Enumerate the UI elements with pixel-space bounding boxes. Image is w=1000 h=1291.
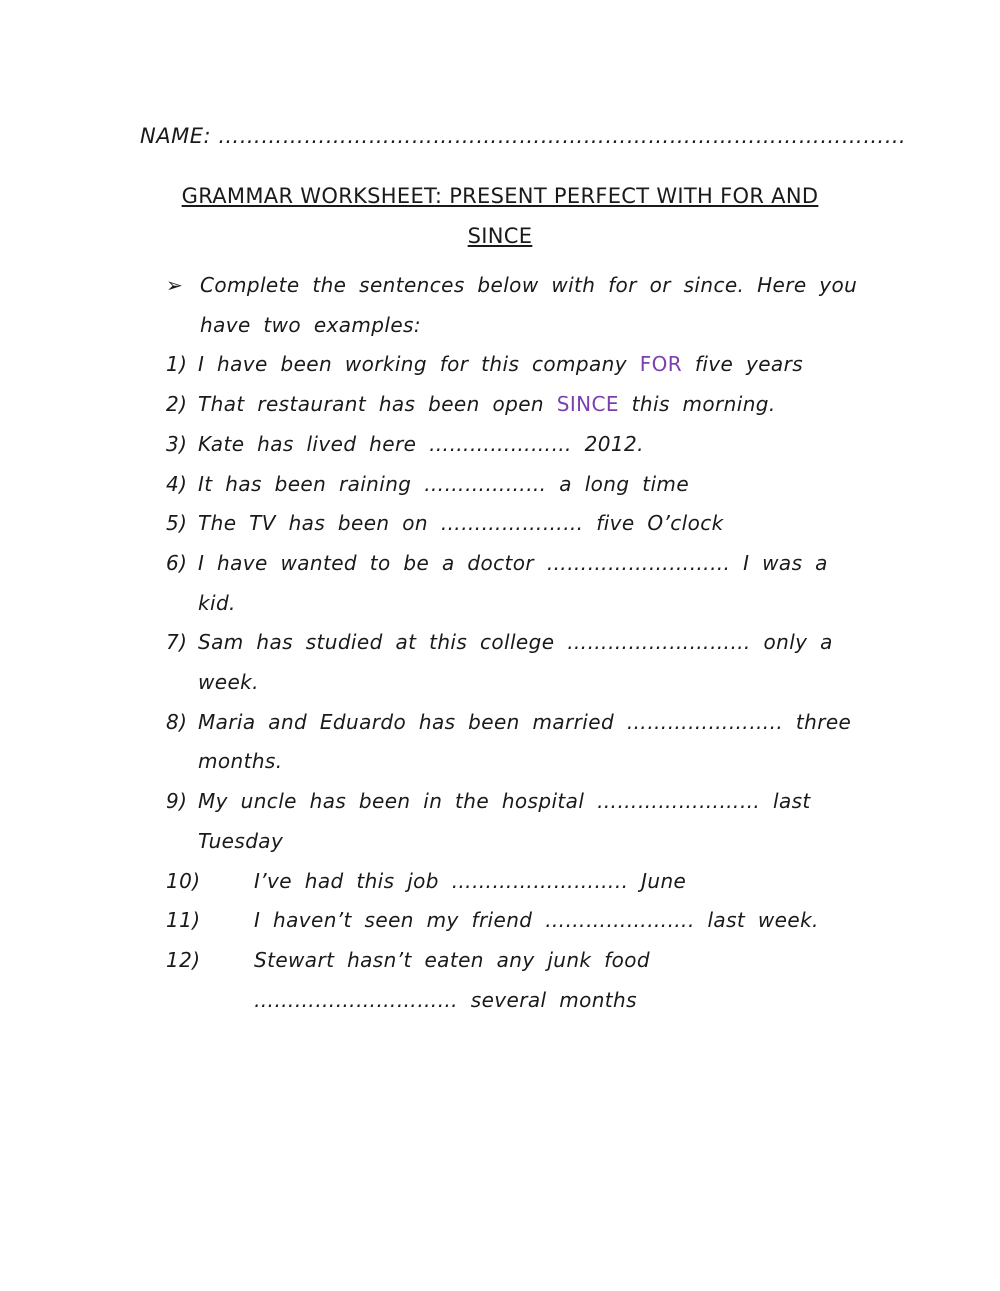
exercise-sentence: Stewart hasn’t eaten any junk food ………………………… several months — [254, 947, 650, 1012]
exercise-sentence: I haven’t seen my friend …………………. last week. — [254, 908, 819, 933]
title-line-2: SINCE — [467, 224, 533, 248]
exercise-sentence: It has been raining ……………… a long time — [198, 471, 690, 496]
example-1 — [166, 345, 866, 385]
name-blank: …………………………………………………………………………………… — [218, 124, 907, 148]
example-text-after: this morning. — [631, 392, 776, 417]
worksheet-title — [150, 176, 850, 256]
example-sentence — [198, 345, 866, 385]
name-field — [140, 124, 906, 148]
name-label: NAME: — [140, 124, 212, 148]
exercise-sentence: Sam has studied at this college ……………………… only a week. — [198, 630, 833, 695]
example-text-before: That restaurant has been open — [198, 392, 544, 417]
item-number: 5) — [166, 511, 188, 536]
exercise-sentence: I’ve had this job …………………….. June — [254, 868, 687, 893]
exercise-5 — [166, 504, 866, 544]
exercise-sentence: Kate has lived here ………………… 2012. — [198, 431, 644, 456]
item-number: 3) — [166, 431, 188, 456]
example-text-before: I have been working for this company — [198, 352, 627, 377]
example-answer: SINCE — [556, 392, 619, 417]
exercise-sentence: Maria and Eduardo has been married ………………….. three months. — [198, 709, 852, 774]
example-answer: FOR — [639, 352, 683, 377]
item-number: 2) — [166, 392, 188, 417]
exercise-sentence: I have wanted to be a doctor ……………………… I was a kid. — [198, 550, 828, 615]
exercise-sentence: The TV has been on ………………… five O’clock — [198, 511, 724, 536]
exercise-8 — [166, 703, 866, 782]
item-number: 9) — [166, 789, 188, 814]
example-sentence — [198, 385, 866, 425]
instruction — [166, 266, 866, 345]
exercise-4 — [166, 465, 866, 505]
exercise-12 — [166, 941, 866, 1020]
item-number: 7) — [166, 630, 188, 655]
exercise-10 — [166, 862, 866, 902]
item-number: 8) — [166, 709, 188, 734]
exercise-3 — [166, 425, 866, 465]
exercise-sentence: My uncle has been in the hospital …………………… last Tuesday — [198, 789, 811, 853]
worksheet-body — [166, 266, 866, 1020]
exercise-9 — [166, 782, 866, 861]
exercise-11 — [166, 901, 866, 941]
item-number: 4) — [166, 471, 188, 496]
item-number: 6) — [166, 550, 188, 575]
instruction-text: Complete the sentences below with for or since. Here you have two examples: — [200, 273, 858, 337]
arrow-bullet-icon: ➢ — [166, 273, 184, 297]
title-line-1: GRAMMAR WORKSHEET: PRESENT PERFECT WITH FOR AND — [181, 184, 819, 208]
item-number: 12) — [166, 947, 201, 972]
item-number: 11) — [166, 908, 201, 933]
example-text-after: five years — [694, 352, 804, 377]
exercise-6 — [166, 544, 866, 623]
item-number: 1) — [166, 352, 188, 377]
exercise-7 — [166, 623, 866, 702]
example-2 — [166, 385, 866, 425]
item-number: 10) — [166, 868, 201, 893]
